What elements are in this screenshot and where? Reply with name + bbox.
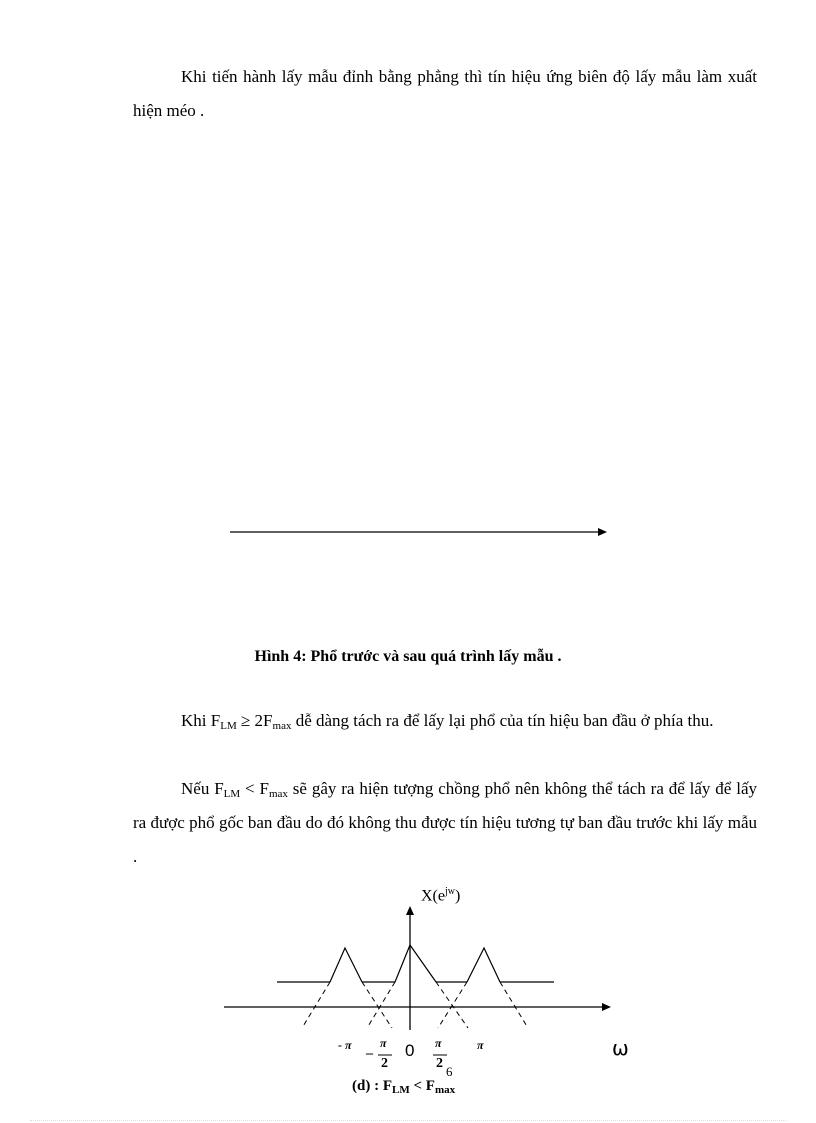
tick-neg-pi: - π (338, 1038, 352, 1052)
center-peak-dash-left (367, 982, 395, 1028)
tick-pos-half-denominator: 2 (436, 1056, 443, 1071)
y-axis-label: $X(e^{jw})$ (421, 886, 461, 905)
page-number: 6 (446, 1064, 453, 1079)
tick-neg-half-numerator: π (380, 1036, 387, 1050)
condition-paragraph: Khi $F_{LM} \ge 2F_{max}$ dễ dàng tách ra để lấy lại phổ của tín hiệu ban đầu ở phía thu. (181, 711, 714, 732)
tick-neg-half-sign: – (366, 1046, 373, 1061)
left-spectrum-peak (330, 948, 362, 982)
figure-caption: Hình 4: Phổ trước và sau quá trình lấy mẫu . (254, 648, 562, 665)
omega-axis-label: ω (612, 1036, 629, 1060)
center-peak-dash-right (436, 982, 468, 1028)
top-axis-arrowhead (598, 528, 607, 536)
tick-pos-half-numerator: π (435, 1036, 442, 1050)
tick-neg-half-denominator: 2 (381, 1056, 388, 1071)
center-spectrum-peak (395, 945, 436, 982)
tick-zero: 0 (405, 1041, 415, 1060)
left-peak-dash-right (362, 982, 392, 1028)
vertical-axis-arrowhead (406, 906, 414, 915)
footer-divider (30, 1120, 786, 1121)
tick-pi: π (477, 1038, 484, 1052)
aliasing-paragraph: Nếu $F_{LM} < F_{max}$ sẽ gây ra hiện tượng chồng phổ nên không thể tách ra để lấy để lấy ra được phổ gốc ban đầu do đó không thu được tín hiệu tương tự ban đầu trước khi lấy mẫu . (133, 779, 757, 866)
right-peak-dash-right (500, 982, 528, 1028)
figure-d-caption: (d) : $F_{LM} < F_{max}$ (352, 1078, 456, 1096)
omega-axis-arrowhead (602, 1003, 611, 1011)
left-peak-dash-left (302, 982, 330, 1028)
right-spectrum-peak (467, 948, 500, 982)
intro-paragraph: Khi tiến hành lấy mẫu đỉnh bằng phẳng thì tín hiệu ứng biên độ lấy mẫu làm xuất hiện méo . (133, 67, 757, 120)
right-peak-dash-left (438, 982, 467, 1028)
